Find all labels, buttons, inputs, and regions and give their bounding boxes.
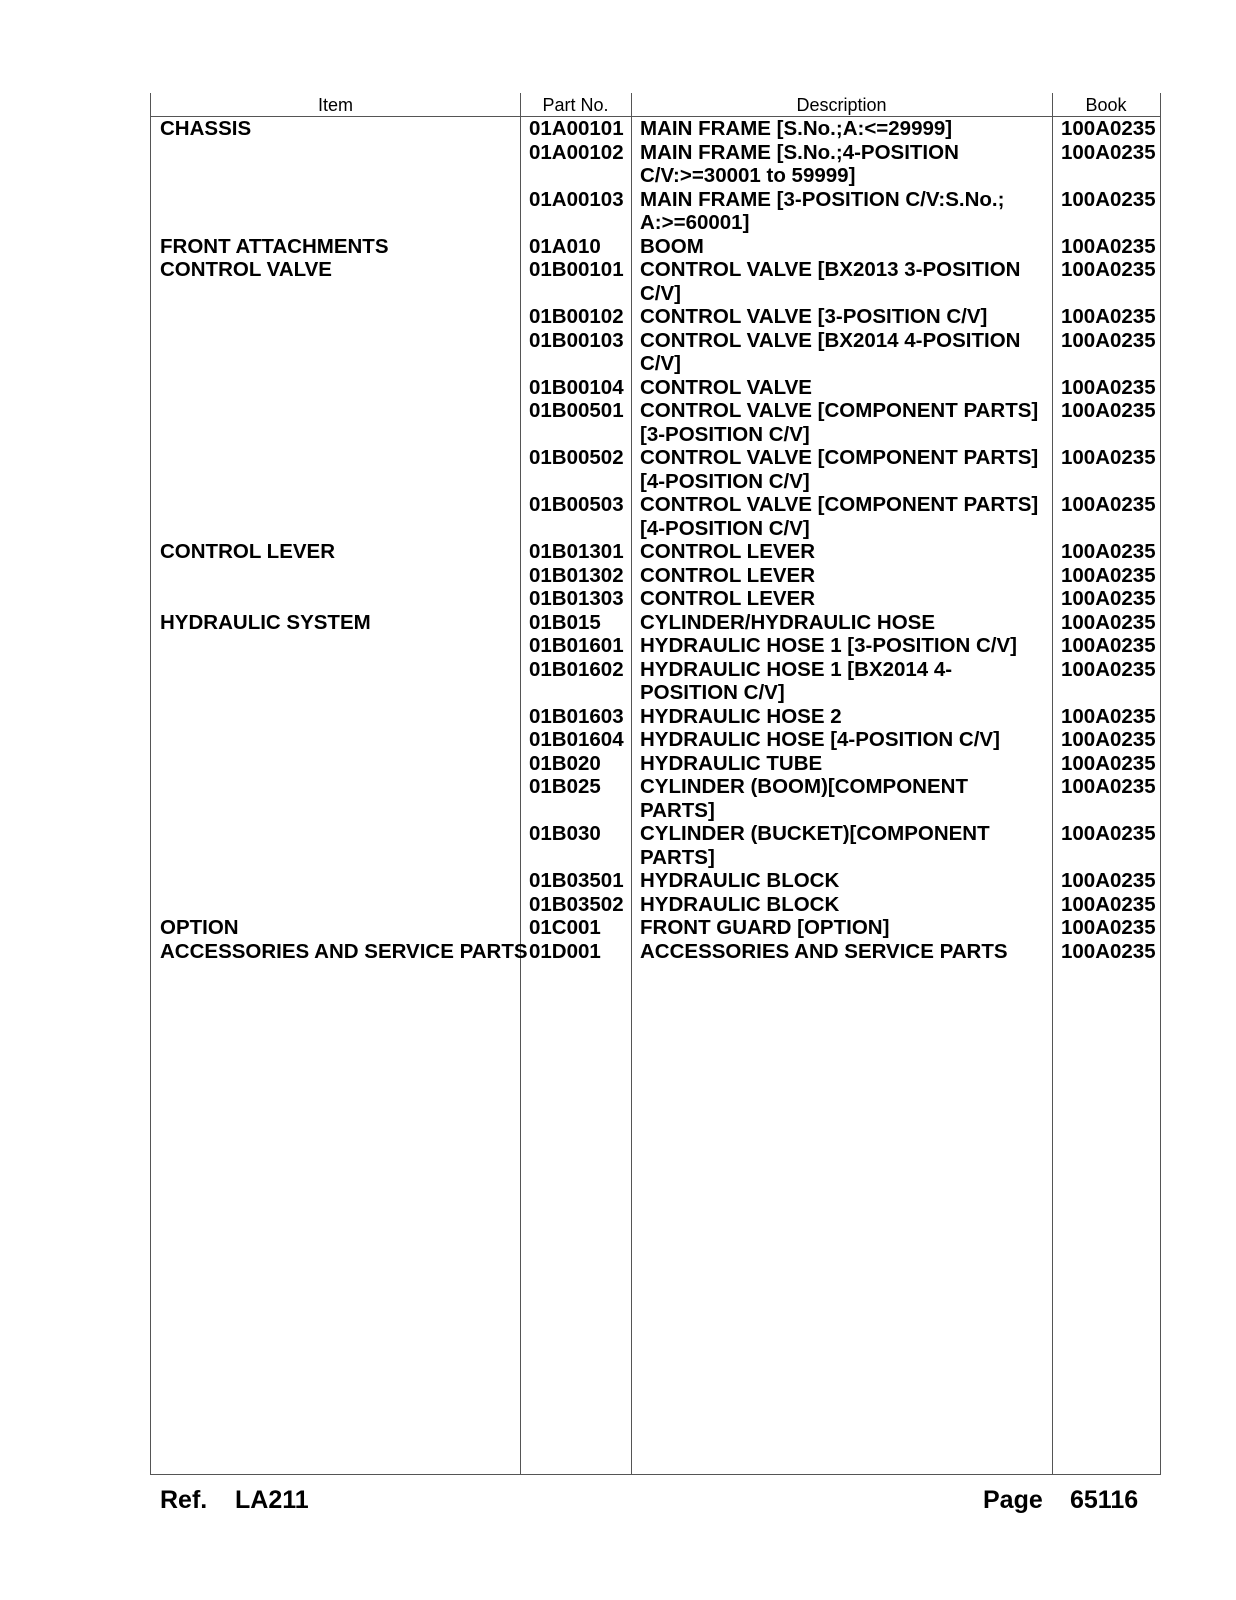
row-description: CONTROL VALVE [3-POSITION C/V] xyxy=(640,305,988,328)
table-row xyxy=(151,822,1160,869)
row-book: 100A0235 xyxy=(1061,751,1156,775)
row-book: 100A0235 xyxy=(1061,587,1156,610)
row-part-no: 01B020 xyxy=(529,751,601,775)
table-row xyxy=(151,493,1160,540)
row-item: CONTROL VALVE xyxy=(160,258,332,281)
row-part-no: 01B01303 xyxy=(529,587,624,610)
row-book: 100A0235 xyxy=(1061,399,1156,422)
row-item xyxy=(151,305,520,329)
row-description: MAIN FRAME [S.No.;4-POSITION C/V:>=30001 to 59999] xyxy=(640,140,959,187)
row-part-no: 01B00104 xyxy=(529,375,624,399)
table-row xyxy=(151,564,1160,588)
table-row xyxy=(151,658,1160,705)
row-description: FRONT GUARD [OPTION] xyxy=(640,916,890,939)
row-item: OPTION xyxy=(160,916,239,939)
table-row xyxy=(151,775,1160,822)
row-item xyxy=(151,376,520,400)
row-book: 100A0235 xyxy=(1061,305,1156,328)
row-part-no: 01B00503 xyxy=(529,493,624,516)
row-book: 100A0235 xyxy=(1061,704,1156,728)
row-book: 100A0235 xyxy=(1061,258,1156,281)
ref-label: Ref. xyxy=(160,1486,208,1514)
row-item xyxy=(151,822,520,869)
row-item xyxy=(151,446,520,493)
row-part-no: 01B00101 xyxy=(529,258,624,281)
row-item xyxy=(151,188,520,235)
table-row xyxy=(151,188,1160,235)
row-description: CYLINDER/HYDRAULIC HOSE xyxy=(640,610,935,634)
row-description: CONTROL VALVE [COMPONENT PARTS] [4-POSITION C/V] xyxy=(640,446,1039,493)
row-description: ACCESSORIES AND SERVICE PARTS xyxy=(640,939,1008,963)
row-item xyxy=(151,775,520,822)
row-item xyxy=(151,705,520,729)
row-item xyxy=(151,869,520,893)
row-part-no: 01A00102 xyxy=(529,140,624,164)
row-part-no: 01B030 xyxy=(529,822,601,845)
table-row xyxy=(151,893,1160,917)
row-book: 100A0235 xyxy=(1061,117,1156,140)
table-row xyxy=(151,611,1160,635)
row-item xyxy=(151,399,520,446)
table-row xyxy=(151,399,1160,446)
row-item xyxy=(151,141,520,188)
row-book: 100A0235 xyxy=(1061,493,1156,516)
row-description: CONTROL VALVE [COMPONENT PARTS] [4-POSITION C/V] xyxy=(640,493,1039,540)
table-row xyxy=(151,446,1160,493)
table-row xyxy=(151,587,1160,611)
row-book: 100A0235 xyxy=(1061,187,1156,211)
table-row xyxy=(151,258,1160,305)
table-row xyxy=(151,305,1160,329)
row-description: CONTROL LEVER xyxy=(640,563,816,587)
row-description: HYDRAULIC HOSE 1 [BX2014 4-POSITION C/V] xyxy=(640,657,953,704)
row-item: ACCESSORIES AND SERVICE PARTS xyxy=(160,939,528,963)
row-description: MAIN FRAME [S.No.;A:<=29999] xyxy=(640,117,953,140)
table-row xyxy=(151,141,1160,188)
header-item: Item xyxy=(317,95,353,115)
row-description: HYDRAULIC HOSE 1 [3-POSITION C/V] xyxy=(640,634,1018,657)
row-part-no: 01B01301 xyxy=(529,540,624,563)
row-item xyxy=(151,634,520,658)
page-label: Page xyxy=(983,1486,1043,1514)
row-item xyxy=(151,893,520,917)
row-book: 100A0235 xyxy=(1061,634,1156,657)
table-row xyxy=(151,916,1160,940)
row-description: CYLINDER (BOOM)[COMPONENT PARTS] xyxy=(640,775,968,822)
row-book: 100A0235 xyxy=(1061,540,1156,563)
ref-value: LA211 xyxy=(235,1486,309,1514)
row-description: CONTROL VALVE [COMPONENT PARTS][3-POSITION C/V] xyxy=(640,399,1039,446)
row-part-no: 01B015 xyxy=(529,610,601,634)
table-header xyxy=(151,93,1160,117)
row-book: 100A0235 xyxy=(1061,916,1156,939)
row-item xyxy=(151,564,520,588)
row-item xyxy=(151,493,520,540)
row-description: CYLINDER (BUCKET)[COMPONENT PARTS] xyxy=(640,822,990,869)
table-row xyxy=(151,634,1160,658)
row-book: 100A0235 xyxy=(1061,328,1156,352)
row-book: 100A0235 xyxy=(1061,892,1156,916)
row-part-no: 01B00502 xyxy=(529,446,624,469)
row-description: CONTROL VALVE [BX2013 3-POSITION C/V] xyxy=(640,258,1021,305)
row-item: FRONT ATTACHMENTS xyxy=(160,234,389,258)
table-row xyxy=(151,235,1160,259)
row-part-no: 01B01604 xyxy=(529,728,624,751)
table-row xyxy=(151,376,1160,400)
row-book: 100A0235 xyxy=(1061,375,1156,399)
row-part-no: 01B00103 xyxy=(529,328,624,352)
row-part-no: 01B01603 xyxy=(529,704,624,728)
table-row xyxy=(151,705,1160,729)
row-description: CONTROL VALVE [BX2014 4-POSITION C/V] xyxy=(640,328,1021,375)
row-part-no: 01D001 xyxy=(529,939,601,963)
row-description: HYDRAULIC TUBE xyxy=(640,751,823,775)
row-description: HYDRAULIC HOSE 2 xyxy=(640,704,842,728)
row-book: 100A0235 xyxy=(1061,869,1156,892)
table-row xyxy=(151,728,1160,752)
row-part-no: 01A010 xyxy=(529,234,601,258)
row-book: 100A0235 xyxy=(1061,822,1156,845)
row-description: HYDRAULIC BLOCK xyxy=(640,892,840,916)
row-part-no: 01B00102 xyxy=(529,305,624,328)
row-book: 100A0235 xyxy=(1061,446,1156,469)
row-book: 100A0235 xyxy=(1061,657,1156,681)
row-book: 100A0235 xyxy=(1061,563,1156,587)
page-footer xyxy=(150,1486,1161,1520)
row-description: MAIN FRAME [3-POSITION C/V:S.No.; A:>=60001] xyxy=(640,187,1005,234)
row-book: 100A0235 xyxy=(1061,610,1156,634)
row-part-no: 01B00501 xyxy=(529,399,624,422)
row-book: 100A0235 xyxy=(1061,775,1156,798)
row-item xyxy=(151,752,520,776)
header-description: Description xyxy=(796,95,887,115)
row-part-no: 01B01601 xyxy=(529,634,624,657)
row-part-no: 01B01602 xyxy=(529,657,624,681)
table-row xyxy=(151,869,1160,893)
row-item: HYDRAULIC SYSTEM xyxy=(160,610,371,634)
page-number: 65116 xyxy=(1070,1486,1139,1514)
row-description: CONTROL LEVER xyxy=(640,587,816,610)
row-book: 100A0235 xyxy=(1061,728,1156,751)
row-item: CONTROL LEVER xyxy=(160,540,336,563)
table-row xyxy=(151,940,1160,964)
row-item xyxy=(151,329,520,376)
row-description: BOOM xyxy=(640,234,704,258)
parts-table xyxy=(150,93,1161,1475)
row-description: HYDRAULIC HOSE [4-POSITION C/V] xyxy=(640,728,1000,751)
row-part-no: 01B03501 xyxy=(529,869,624,892)
header-book: Book xyxy=(1085,95,1127,115)
row-item: CHASSIS xyxy=(160,117,252,140)
row-description: HYDRAULIC BLOCK xyxy=(640,869,840,892)
table-row xyxy=(151,329,1160,376)
table-row xyxy=(151,117,1160,141)
row-item xyxy=(151,658,520,705)
row-part-no: 01B01302 xyxy=(529,563,624,587)
row-book: 100A0235 xyxy=(1061,140,1156,164)
row-description: CONTROL LEVER xyxy=(640,540,816,563)
header-part-no: Part No. xyxy=(542,95,609,115)
row-part-no: 01A00101 xyxy=(529,117,624,140)
row-book: 100A0235 xyxy=(1061,939,1156,963)
table-body xyxy=(151,117,1160,963)
row-part-no: 01B03502 xyxy=(529,892,624,916)
row-part-no: 01C001 xyxy=(529,916,601,939)
row-description: CONTROL VALVE xyxy=(640,375,812,399)
table-row xyxy=(151,540,1160,564)
row-part-no: 01B025 xyxy=(529,775,601,798)
table-row xyxy=(151,752,1160,776)
row-part-no: 01A00103 xyxy=(529,187,624,211)
row-item xyxy=(151,728,520,752)
row-book: 100A0235 xyxy=(1061,234,1156,258)
row-item xyxy=(151,587,520,611)
